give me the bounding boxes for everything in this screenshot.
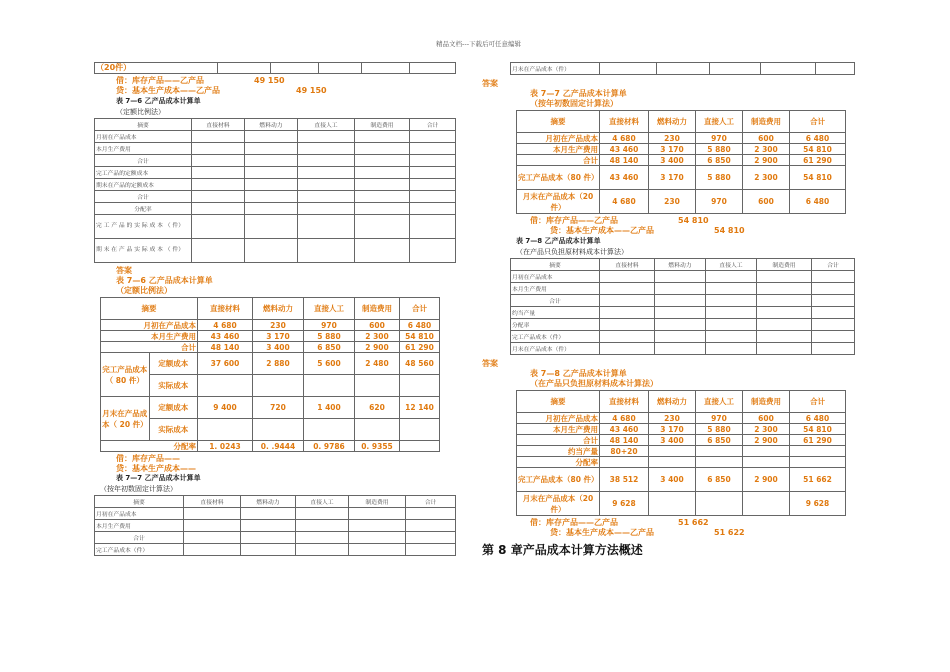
- a77-cell: 2 300: [743, 166, 790, 190]
- a77-header: 直接人工: [696, 111, 743, 133]
- a78-cell: 5 880: [696, 424, 743, 435]
- a76-cell: 54 810: [400, 331, 440, 342]
- a76-cell: 2 900: [355, 342, 400, 353]
- q78-row-label: 月末在产品成本（件）: [511, 343, 600, 355]
- a77-cell: 48 140: [600, 155, 649, 166]
- a77-cell: 本月生产费用: [517, 144, 600, 155]
- a76-cell: 48 140: [198, 342, 253, 353]
- a77-cell: 230: [649, 190, 696, 214]
- a76-header: 直接材料: [198, 298, 253, 320]
- a76-quota-label: 定额成本: [149, 353, 198, 375]
- q76-table: [94, 118, 456, 263]
- q76-row-label: 期末在产品的定额成本: [95, 179, 192, 191]
- a76-cell: 1. 0243: [198, 441, 253, 452]
- a77-credit: 贷：基本生产成本——乙产品 54 810: [550, 226, 745, 235]
- a76-cell: 12 140: [400, 397, 440, 419]
- q76-row-label: 本月生产费用: [95, 143, 192, 155]
- q76-title: 表 7—6 乙产品成本计算单: [116, 97, 201, 105]
- q77-header: 制造费用: [349, 496, 406, 508]
- a76-title: 表 7—6 乙产品成本计算单: [116, 276, 213, 285]
- a76-cell: 48 560: [400, 353, 440, 375]
- a77-cell: 月初在产品成本: [517, 133, 600, 144]
- a78-title: 表 7—8 乙产品成本计算单: [530, 369, 627, 378]
- a76-cell: 230: [253, 320, 304, 331]
- a78-cell: 48 140: [600, 435, 649, 446]
- a76-cell: 3 170: [253, 331, 304, 342]
- a77-cell: 6 480: [790, 133, 846, 144]
- a77-cell: 6 850: [696, 155, 743, 166]
- a76-header: 摘要: [101, 298, 198, 320]
- a76-cell: 0. .9444: [253, 441, 304, 452]
- a76-subtitle: （定额比例法）: [116, 286, 172, 295]
- q76-header: 摘要: [95, 119, 192, 131]
- q76-row-label: 完工产品的定额成本: [95, 167, 192, 179]
- a78-cell: 80+20: [600, 446, 649, 457]
- q76-row-label: 完 工 产 品 的 实 际 成 本 （ 件）: [95, 215, 192, 239]
- a77-title: 表 7—7 乙产品成本计算单: [530, 89, 627, 98]
- a77-header: 合计: [790, 111, 846, 133]
- a77-cell: 月末在产品成本（20 件）: [517, 190, 600, 214]
- q77-subtitle: （按年初数固定计算法）: [100, 485, 177, 493]
- a78-cell: 3 170: [649, 424, 696, 435]
- a76-cell: 3 400: [253, 342, 304, 353]
- a78-cell: 约当产量: [517, 446, 600, 457]
- a76-header: 燃料动力: [253, 298, 304, 320]
- a76-cell: 37 600: [198, 353, 253, 375]
- q78-header: 直接材料: [600, 259, 655, 271]
- a77-cell: 970: [696, 190, 743, 214]
- a78-credit: 贷：基本生产成本——乙产品 51 622: [550, 528, 745, 537]
- q76-header: 制造费用: [355, 119, 410, 131]
- a77-cell: 4 680: [600, 190, 649, 214]
- a78-cell: 6 480: [790, 413, 846, 424]
- a78-subtitle: （在产品只负担原材料成本计算法）: [530, 379, 658, 388]
- a76-cell: 0. 9786: [304, 441, 355, 452]
- q78-header: 直接人工: [706, 259, 757, 271]
- a78-cell: 3 400: [649, 435, 696, 446]
- a76-rate-label: 分配率: [101, 441, 198, 452]
- a76-debit: 借：库存产品——: [116, 454, 180, 463]
- right-column: [482, 62, 855, 558]
- a77-cell: 43 460: [600, 144, 649, 155]
- q78-header: 摘要: [511, 259, 600, 271]
- a78-header: 燃料动力: [649, 391, 696, 413]
- a77-cell: 5 880: [696, 166, 743, 190]
- a76-cell: 合计: [101, 342, 198, 353]
- q77-table: [94, 495, 456, 556]
- a77-cell: 合计: [517, 155, 600, 166]
- a76-actual-label: 实际成本: [149, 419, 198, 441]
- prev-table-fragment: [94, 62, 456, 74]
- q78-subtitle: （在产品只负担原材料成本计算法）: [516, 248, 628, 256]
- a78-cell: 230: [649, 413, 696, 424]
- chapter-title: 第 8 章产品成本计算方法概述: [482, 543, 643, 557]
- journal-debit: 借：库存产品——乙产品 49 150: [116, 76, 285, 85]
- q78-title: 表 7—8 乙产品成本计算单: [516, 237, 601, 245]
- answer-label-right-2: 答案: [482, 359, 498, 368]
- a77-cell: 61 290: [790, 155, 846, 166]
- a78-cell: 61 290: [790, 435, 846, 446]
- left-column: [94, 62, 456, 556]
- a77-cell: 54 810: [790, 144, 846, 155]
- a77-cell: 4 680: [600, 133, 649, 144]
- q76-header: 直接人工: [298, 119, 355, 131]
- a78-cell: 2 900: [743, 435, 790, 446]
- a77-subtitle: （按年初数固定计算法）: [530, 99, 618, 108]
- a76-header: 制造费用: [355, 298, 400, 320]
- a78-cell: 6 850: [696, 435, 743, 446]
- a77-cell: 54 810: [790, 166, 846, 190]
- a76-cell: 6 480: [400, 320, 440, 331]
- a76-cell: 月初在产品成本: [101, 320, 198, 331]
- a76-cell: 2 300: [355, 331, 400, 342]
- q78-header: 燃料动力: [655, 259, 706, 271]
- a77-cell: 5 880: [696, 144, 743, 155]
- a76-cell: 5 880: [304, 331, 355, 342]
- a78-cell: 51 662: [790, 468, 846, 492]
- a76-cell: 620: [355, 397, 400, 419]
- fragment-label-right: 月末在产品成本（件）: [511, 63, 600, 75]
- a76-actual-label: 实际成本: [149, 375, 198, 397]
- a78-cell: 38 512: [600, 468, 649, 492]
- a78-cell: 970: [696, 413, 743, 424]
- a78-cell: 2 300: [743, 424, 790, 435]
- prev-table-fragment-right: [510, 62, 855, 75]
- q77-header: 燃料动力: [241, 496, 296, 508]
- a77-cell: 2 900: [743, 155, 790, 166]
- a76-cell: 1 400: [304, 397, 355, 419]
- a76-credit: 贷：基本生产成本——: [116, 464, 196, 473]
- a76-cell: 2 480: [355, 353, 400, 375]
- a76-cell: 43 460: [198, 331, 253, 342]
- a77-cell: 3 170: [649, 166, 696, 190]
- a76-cell: 0. 9355: [355, 441, 400, 452]
- a77-cell: 2 300: [743, 144, 790, 155]
- a76-header: 合计: [400, 298, 440, 320]
- a76-cell: 970: [304, 320, 355, 331]
- a77-cell: 600: [743, 133, 790, 144]
- q77-row-label: 本月生产费用: [95, 520, 184, 532]
- a77-header: 制造费用: [743, 111, 790, 133]
- a78-header: 直接材料: [600, 391, 649, 413]
- a76-cell: 6 850: [304, 342, 355, 353]
- a78-cell: 2 900: [743, 468, 790, 492]
- a78-cell: 600: [743, 413, 790, 424]
- a76-cell: 5 600: [304, 353, 355, 375]
- q77-row-label: 月初在产品成本: [95, 508, 184, 520]
- a78-cell: 4 680: [600, 413, 649, 424]
- answer-label: 答案: [116, 266, 132, 275]
- answer-label-right: 答案: [482, 79, 498, 88]
- a78-cell: 6 850: [696, 468, 743, 492]
- a77-debit: 借：库存产品——乙产品 54 810: [530, 216, 709, 225]
- a76-done-label: 完工产品成本（ 80 件）: [101, 353, 150, 397]
- a78-cell: 月初在产品成本: [517, 413, 600, 424]
- q77-title: 表 7—7 乙产品成本计算单: [116, 474, 201, 482]
- q78-header: 制造费用: [757, 259, 812, 271]
- a77-cell: 970: [696, 133, 743, 144]
- q76-row-label: 合计: [95, 191, 192, 203]
- q76-header: 燃料动力: [245, 119, 298, 131]
- a76-cell: 2 880: [253, 353, 304, 375]
- a76-cell: 720: [253, 397, 304, 419]
- a78-cell: 9 628: [790, 492, 846, 516]
- a76-cell: 4 680: [198, 320, 253, 331]
- q78-table: [510, 258, 855, 355]
- q78-row-label: 分配率: [511, 319, 600, 331]
- page-header: 精品文档---下载后可任意编辑: [436, 40, 522, 48]
- a77-cell: 完工产品成本（80 件）: [517, 166, 600, 190]
- q76-row-label: 月初在产品成本: [95, 131, 192, 143]
- a76-cell: 本月生产费用: [101, 331, 198, 342]
- a78-cell: 合计: [517, 435, 600, 446]
- a77-cell: 3 170: [649, 144, 696, 155]
- a76-cell: 61 290: [400, 342, 440, 353]
- a78-table: [516, 390, 846, 516]
- q76-subtitle: （定额比例法）: [116, 108, 165, 116]
- q78-row-label: 合计: [511, 295, 600, 307]
- a78-cell: 9 628: [600, 492, 649, 516]
- journal-credit: 贷：基本生产成本——乙产品 49 150: [116, 86, 327, 95]
- a78-cell: 43 460: [600, 424, 649, 435]
- a76-header: 直接人工: [304, 298, 355, 320]
- q78-row-label: 完工产品成本（件）: [511, 331, 600, 343]
- a78-header: 直接人工: [696, 391, 743, 413]
- q76-header: 直接材料: [192, 119, 245, 131]
- a78-cell: 分配率: [517, 457, 600, 468]
- q77-header: 直接人工: [296, 496, 349, 508]
- a78-header: 合计: [790, 391, 846, 413]
- q76-row-label: 分配率: [95, 203, 192, 215]
- q76-row-label: 期 末 在 产 品 实 际 成 本 （ 件）: [95, 239, 192, 263]
- q77-header: 直接材料: [184, 496, 241, 508]
- a78-cell: 3 400: [649, 468, 696, 492]
- a76-end-label: 月末在产品成本（ 20 件）: [101, 397, 150, 441]
- q78-header: 合计: [812, 259, 855, 271]
- a76-cell: 9 400: [198, 397, 253, 419]
- a77-cell: 6 480: [790, 190, 846, 214]
- q77-row-label: 合计: [95, 532, 184, 544]
- a78-cell: 月末在产品成本（20件）: [517, 492, 600, 516]
- a76-table: [100, 297, 440, 452]
- a77-cell: 43 460: [600, 166, 649, 190]
- q78-row-label: 约当产量: [511, 307, 600, 319]
- a78-debit: 借：库存产品——乙产品 51 662: [530, 518, 709, 527]
- q77-header: 摘要: [95, 496, 184, 508]
- a78-header: 制造费用: [743, 391, 790, 413]
- a77-header: 摘要: [517, 111, 600, 133]
- a78-cell: 54 810: [790, 424, 846, 435]
- a78-cell: 本月生产费用: [517, 424, 600, 435]
- q76-header: 合计: [410, 119, 456, 131]
- a77-header: 直接材料: [600, 111, 649, 133]
- q77-row-label: 完工产品成本（件）: [95, 544, 184, 556]
- q78-row-label: 月初在产品成本: [511, 271, 600, 283]
- fragment-label: （20件）: [96, 63, 132, 72]
- a77-header: 燃料动力: [649, 111, 696, 133]
- a77-cell: 3 400: [649, 155, 696, 166]
- a77-table: [516, 110, 846, 214]
- a76-quota-label: 定额成本: [149, 397, 198, 419]
- a77-cell: 230: [649, 133, 696, 144]
- a76-cell: 600: [355, 320, 400, 331]
- q76-row-label: 合计: [95, 155, 192, 167]
- a78-cell: 完工产品成本（80 件）: [517, 468, 600, 492]
- a77-cell: 600: [743, 190, 790, 214]
- q78-row-label: 本月生产费用: [511, 283, 600, 295]
- a78-header: 摘要: [517, 391, 600, 413]
- q77-header: 合计: [406, 496, 456, 508]
